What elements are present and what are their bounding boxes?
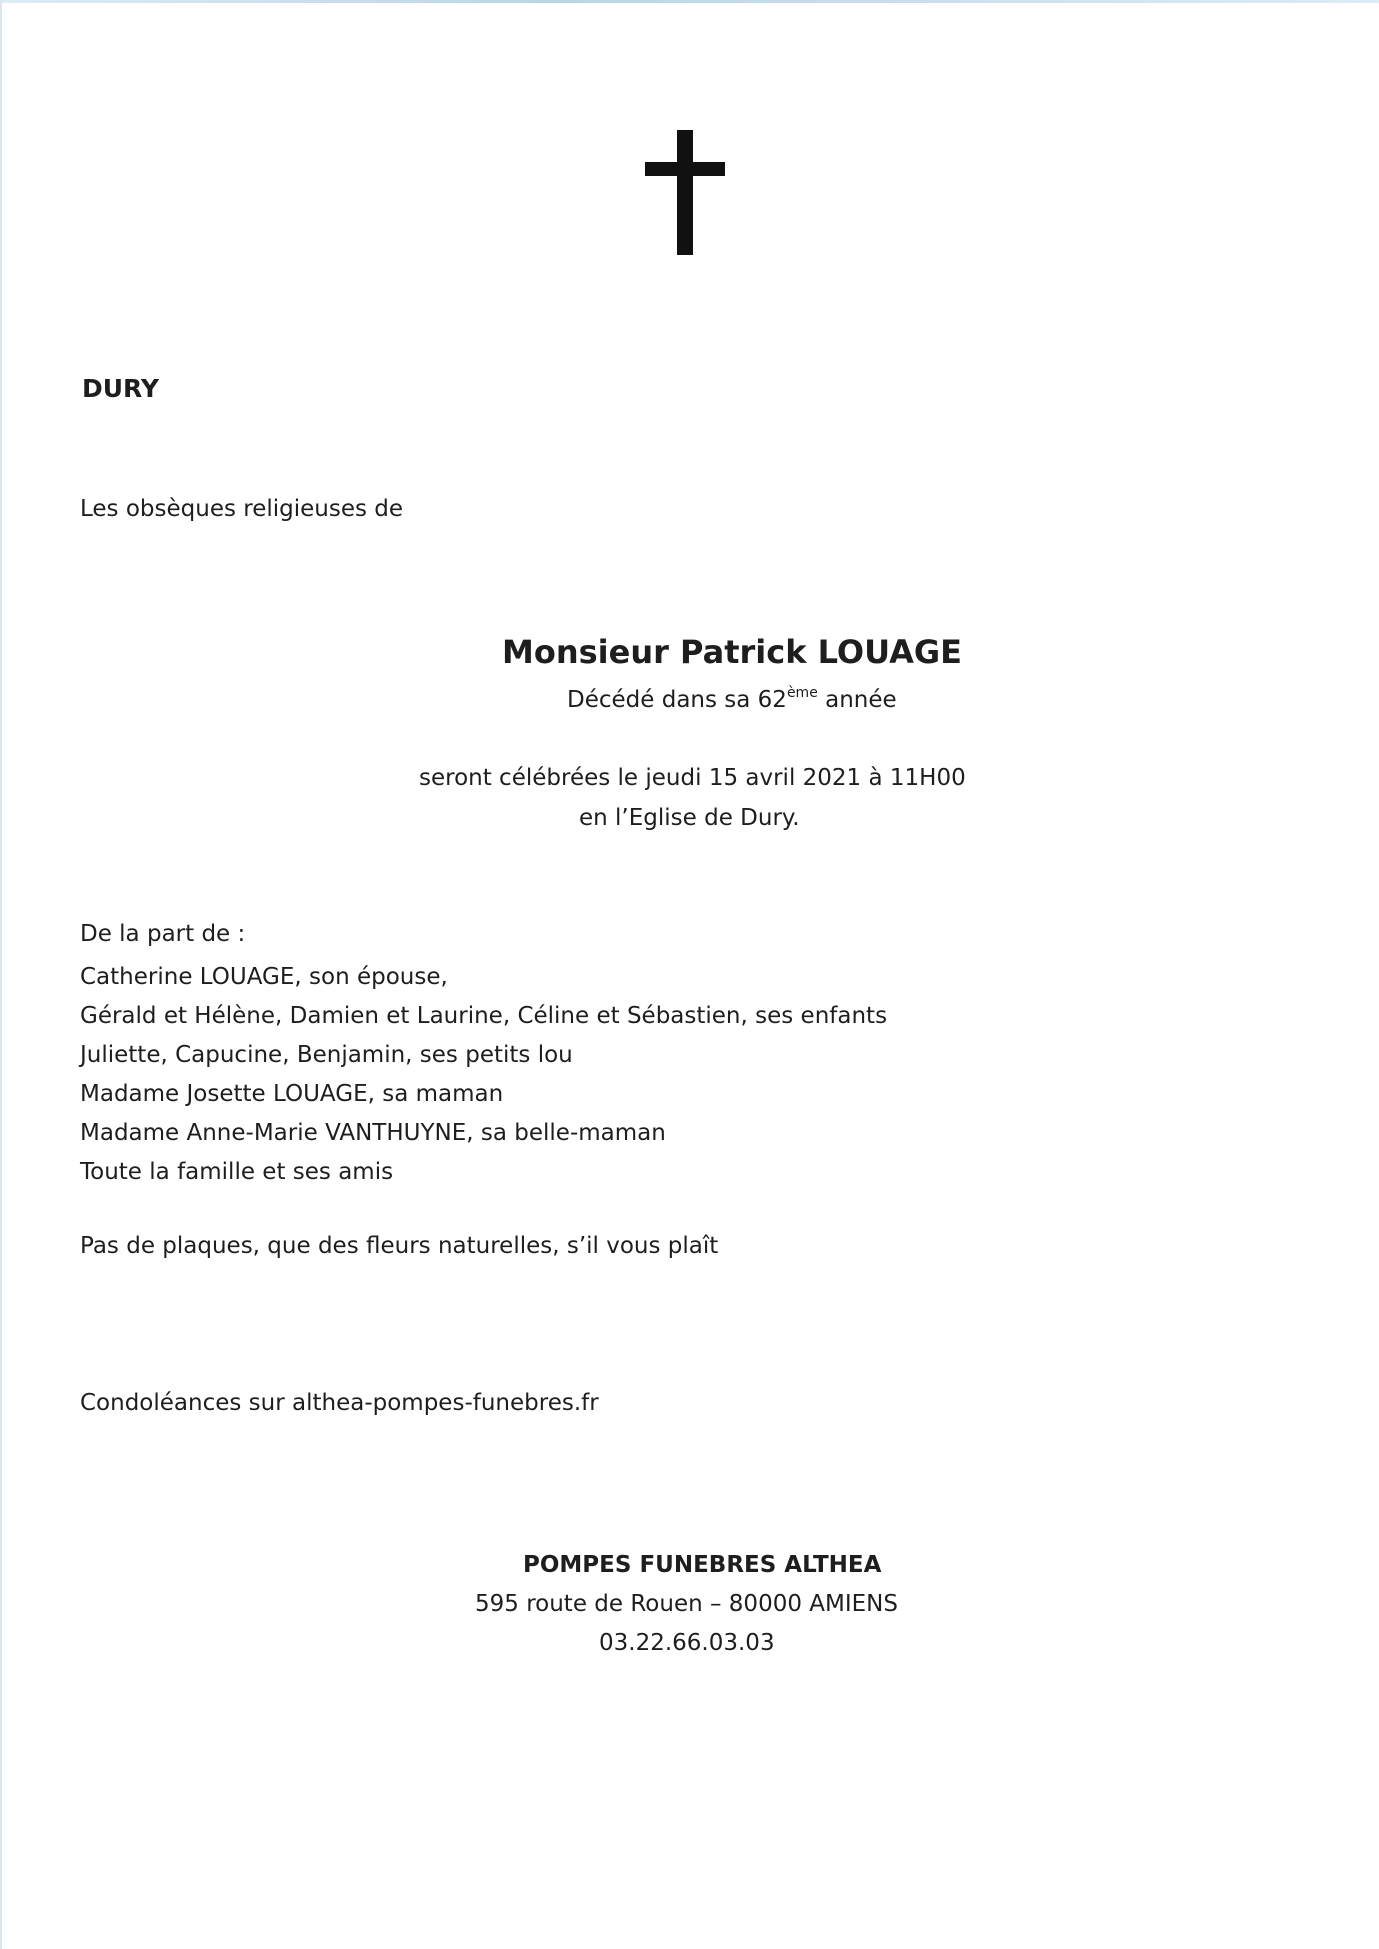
funeral-home-phone: 03.22.66.03.03 — [599, 1630, 775, 1656]
funeral-home-address: 595 route de Rouen – 80000 AMIENS — [475, 1591, 898, 1617]
age-prefix: Décédé dans sa 62 — [567, 687, 787, 713]
cross-vertical-bar — [677, 130, 693, 255]
scan-edge-left — [0, 0, 2, 1949]
family-item: Catherine LOUAGE, son épouse, — [80, 964, 448, 990]
condolences-note: Condoléances sur althea-pompes-funebres.fr — [80, 1390, 599, 1416]
family-item: Toute la famille et ses amis — [80, 1159, 394, 1185]
town-heading: DURY — [82, 374, 160, 403]
ceremony-place: en l’Eglise de Dury. — [579, 805, 800, 831]
family-list — [80, 958, 887, 1192]
age-suffix: année — [817, 687, 897, 713]
family-item: Madame Josette LOUAGE, sa maman — [80, 1081, 504, 1107]
family-title: De la part de : — [80, 921, 246, 947]
age-superscript: ème — [786, 685, 818, 701]
intro-text: Les obsèques religieuses de — [80, 496, 404, 522]
age-line — [567, 685, 897, 715]
scan-edge-top — [0, 0, 1379, 3]
cross-icon — [645, 130, 725, 255]
flowers-note: Pas de plaques, que des fleurs naturelles, s’il vous plaît — [80, 1233, 719, 1259]
deceased-name: Monsieur Patrick LOUAGE — [502, 633, 962, 671]
family-item: Juliette, Capucine, Benjamin, ses petits lou — [80, 1042, 573, 1068]
family-item: Madame Anne-Marie VANTHUYNE, sa belle-maman — [80, 1120, 666, 1146]
ceremony-date: seront célébrées le jeudi 15 avril 2021 à 11H00 — [419, 765, 966, 791]
cross-horizontal-bar — [645, 162, 725, 176]
family-item: Gérald et Hélène, Damien et Laurine, Céline et Sébastien, ses enfants — [80, 1003, 888, 1029]
funeral-home-name: POMPES FUNEBRES ALTHEA — [523, 1552, 882, 1578]
